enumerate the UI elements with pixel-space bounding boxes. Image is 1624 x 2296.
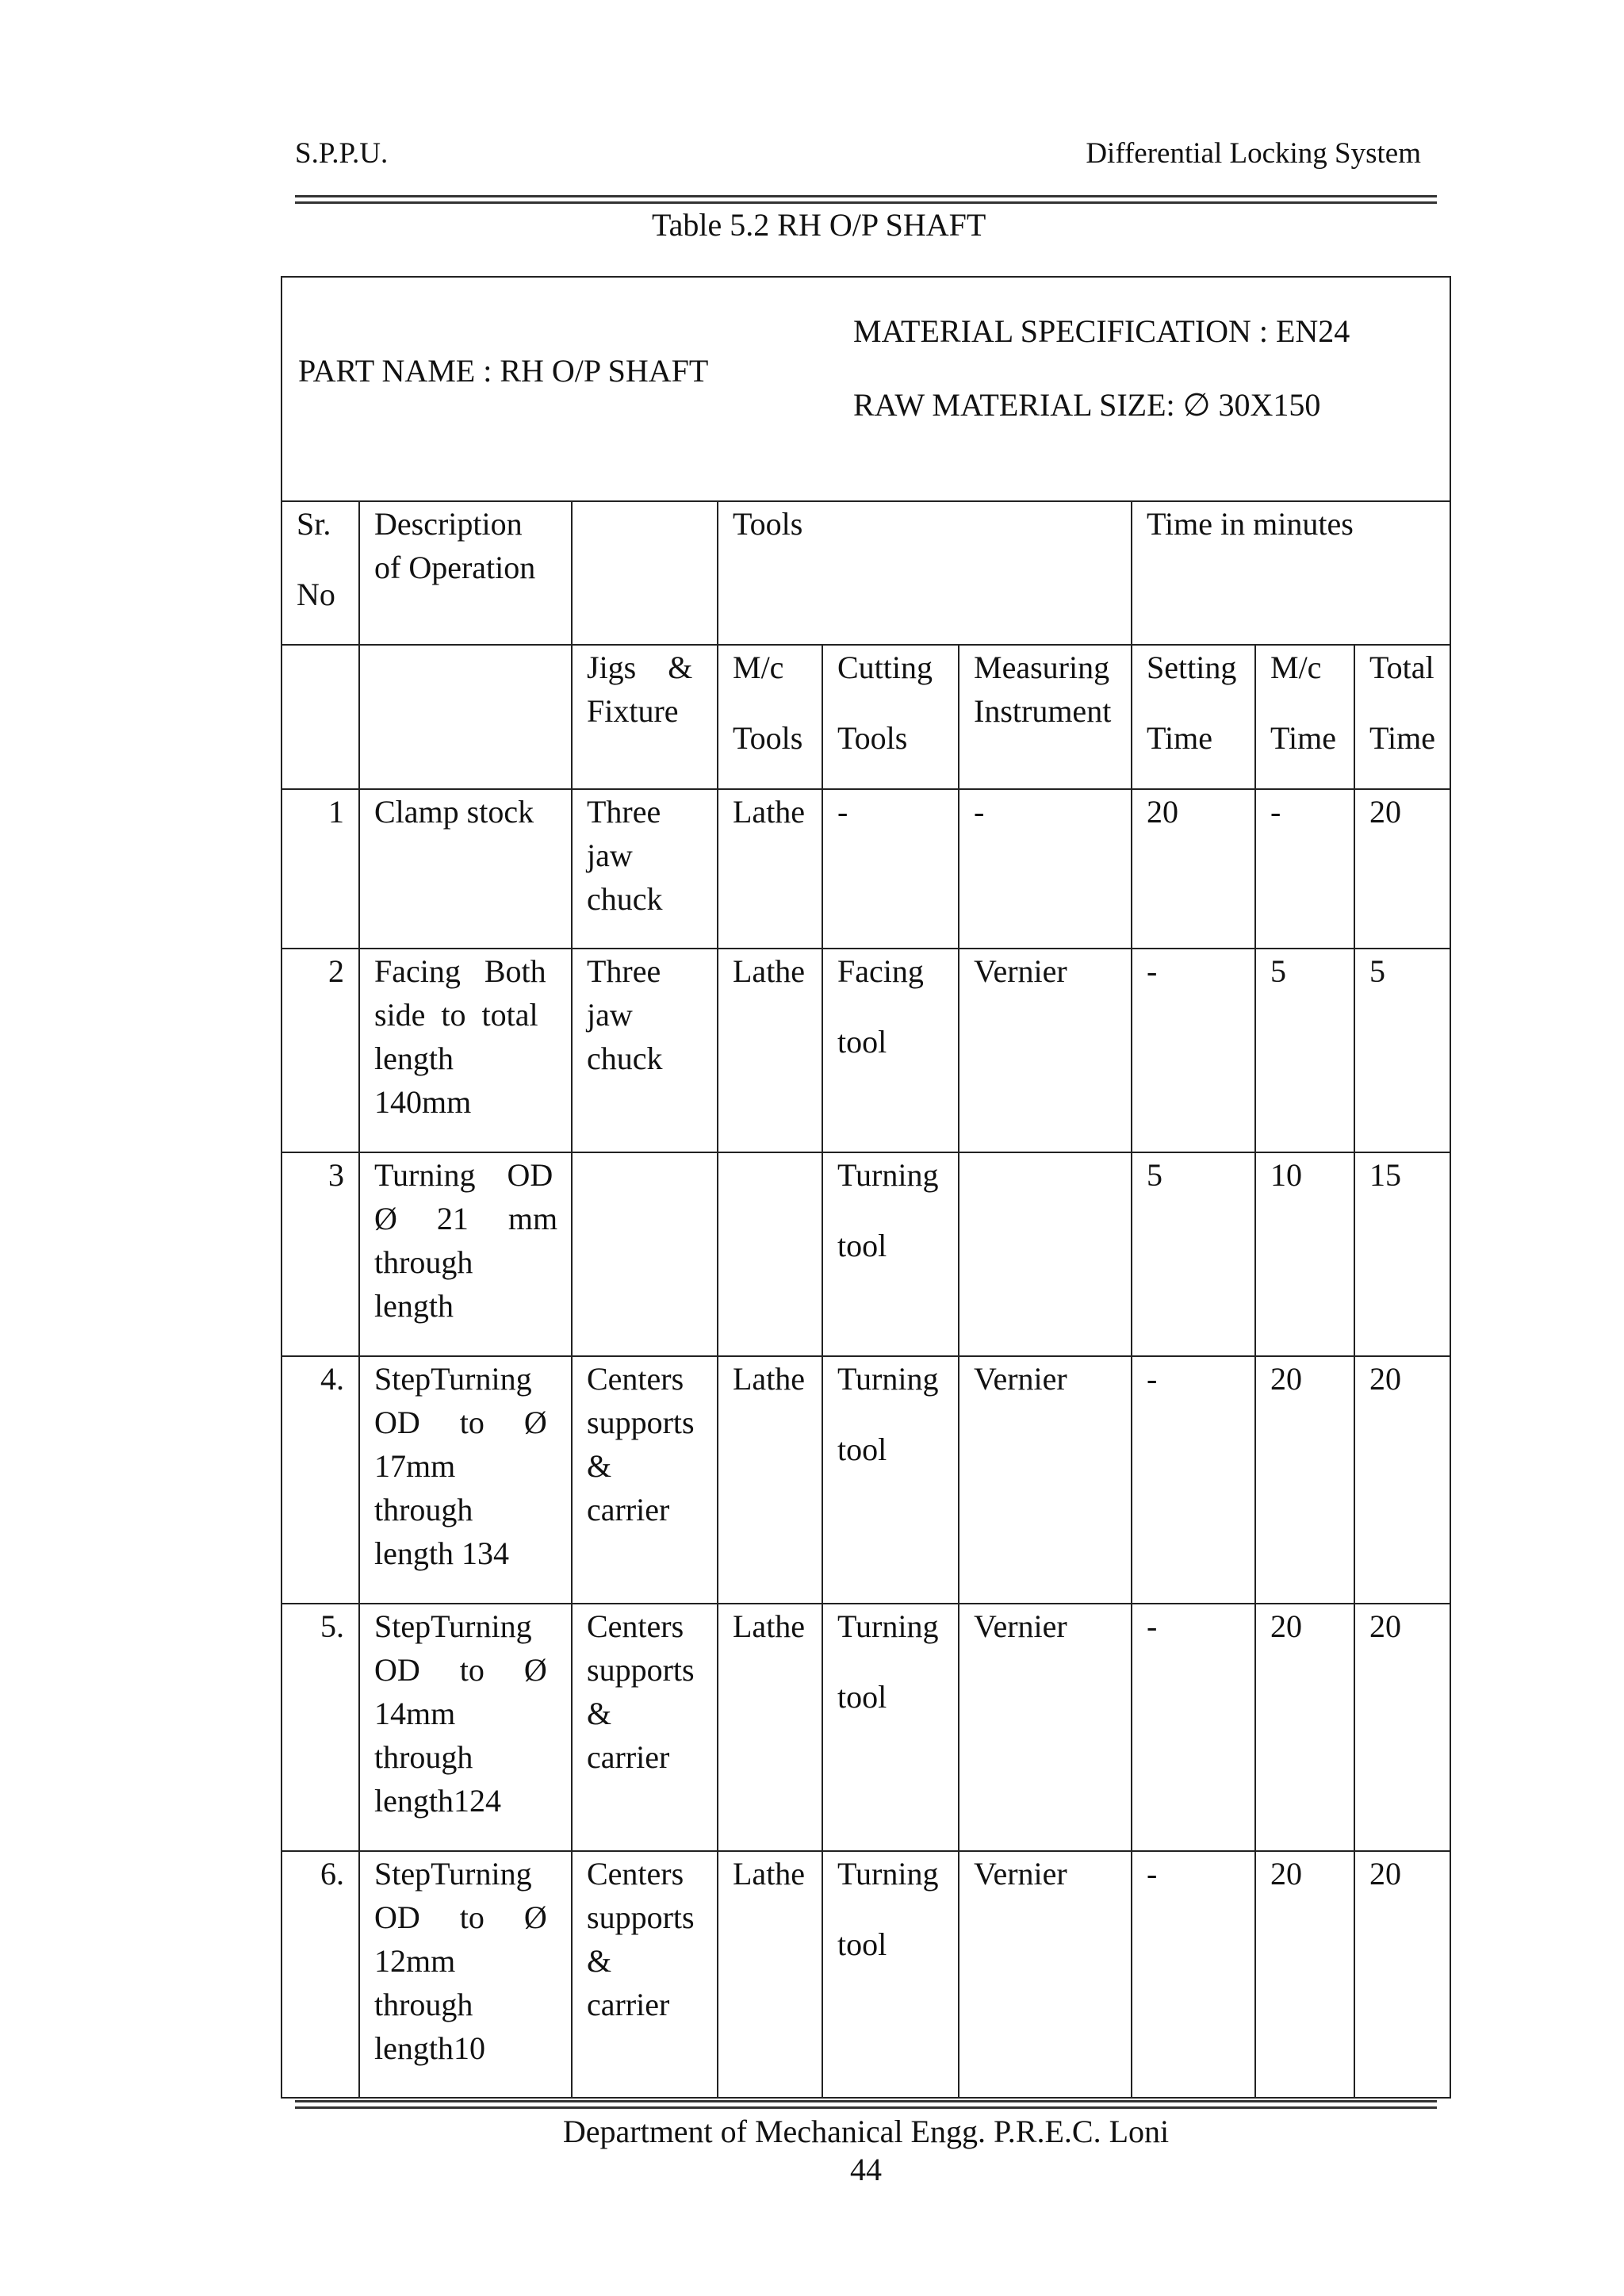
setting-time-cell: - bbox=[1132, 1604, 1255, 1851]
table-row bbox=[282, 949, 1450, 1152]
jigs-fixture-cell: Centers supports & carrier bbox=[572, 1604, 718, 1851]
header-rule bbox=[295, 195, 1437, 197]
setting-time-cell: 20 bbox=[1132, 789, 1255, 949]
sr-no-cell: 6. bbox=[282, 1851, 359, 2098]
jigs-fixture-cell: Three jaw chuck bbox=[572, 789, 718, 949]
sr-no-cell: 2 bbox=[282, 949, 359, 1152]
total-time-cell: 20 bbox=[1354, 789, 1450, 949]
description-cell: StepTurning OD to Ø 12mm through length10 bbox=[359, 1851, 572, 2098]
running-header-right: Differential Locking System bbox=[1086, 137, 1421, 170]
total-time-cell: 20 bbox=[1354, 1851, 1450, 2098]
jigs-fixture-cell bbox=[572, 1152, 718, 1356]
mc-tools-cell: Lathe bbox=[718, 1851, 822, 2098]
description-header: Description of Operation bbox=[359, 501, 572, 645]
cutting-tools-cell: Turning tool bbox=[822, 1851, 959, 2098]
table-row bbox=[282, 789, 1450, 949]
total-time-cell: 15 bbox=[1354, 1152, 1450, 1356]
jigs-fixture-cell: Centers supports & carrier bbox=[572, 1851, 718, 2098]
raw-material-size: RAW MATERIAL SIZE: ∅ 30X150 bbox=[853, 387, 1321, 423]
mc-time-cell: - bbox=[1255, 789, 1354, 949]
total-time-cell: 20 bbox=[1354, 1604, 1450, 1851]
measuring-instrument-header: Measuring Instrument bbox=[959, 645, 1132, 789]
blank-header-cell bbox=[572, 501, 718, 645]
table-row bbox=[282, 1851, 1450, 2098]
header-rule bbox=[295, 201, 1437, 204]
cutting-tools-cell: - bbox=[822, 789, 959, 949]
header-row-1 bbox=[282, 501, 1450, 645]
mc-time-cell: 20 bbox=[1255, 1604, 1354, 1851]
tools-header: Tools bbox=[718, 501, 1132, 645]
setting-time-cell: - bbox=[1132, 1356, 1255, 1604]
mc-tools-cell: Lathe bbox=[718, 1604, 822, 1851]
cutting-tools-cell: Turning tool bbox=[822, 1604, 959, 1851]
description-cell: Facing Both side to total length 140mm bbox=[359, 949, 572, 1152]
measuring-instrument-cell bbox=[959, 1152, 1132, 1356]
table-row bbox=[282, 1356, 1450, 1604]
running-header-left: S.P.P.U. bbox=[295, 137, 389, 170]
measuring-instrument-cell: Vernier bbox=[959, 1851, 1132, 2098]
mc-tools-cell: Lathe bbox=[718, 949, 822, 1152]
cutting-tools-cell: Turning tool bbox=[822, 1152, 959, 1356]
measuring-instrument-cell: Vernier bbox=[959, 1604, 1132, 1851]
mc-time-cell: 20 bbox=[1255, 1356, 1354, 1604]
total-time-cell: 5 bbox=[1354, 949, 1450, 1152]
measuring-instrument-cell: Vernier bbox=[959, 949, 1132, 1152]
info-row bbox=[282, 277, 1450, 501]
description-cell: Clamp stock bbox=[359, 789, 572, 949]
info-cell bbox=[282, 277, 1450, 501]
footer-rule bbox=[295, 2100, 1437, 2102]
cutting-tools-cell: Turning tool bbox=[822, 1356, 959, 1604]
operation-sheet-table bbox=[281, 276, 1450, 2093]
sr-no-cell: 5. bbox=[282, 1604, 359, 1851]
mc-tools-cell: Lathe bbox=[718, 1356, 822, 1604]
part-name: PART NAME : RH O/P SHAFT bbox=[298, 353, 709, 389]
page-number: 44 bbox=[850, 2152, 882, 2187]
table-caption: Table 5.2 RH O/P SHAFT bbox=[652, 207, 986, 243]
mc-tools-header: M/c Tools bbox=[718, 645, 822, 789]
mc-time-header: M/c Time bbox=[1255, 645, 1354, 789]
mc-tools-cell: Lathe bbox=[718, 789, 822, 949]
material-specification: MATERIAL SPECIFICATION : EN24 bbox=[853, 313, 1350, 349]
description-cell: Turning OD Ø 21 mm through length bbox=[359, 1152, 572, 1356]
footer-rule bbox=[295, 2106, 1437, 2109]
total-time-cell: 20 bbox=[1354, 1356, 1450, 1604]
jigs-fixture-cell: Centers supports & carrier bbox=[572, 1356, 718, 1604]
description-cell: StepTurning OD to Ø 17mm through length 134 bbox=[359, 1356, 572, 1604]
time-header: Time in minutes bbox=[1132, 501, 1450, 645]
operation-rows bbox=[282, 789, 1450, 2098]
description-cell: StepTurning OD to Ø 14mm through length124 bbox=[359, 1604, 572, 1851]
mc-time-cell: 10 bbox=[1255, 1152, 1354, 1356]
mc-tools-cell bbox=[718, 1152, 822, 1356]
sr-no-cell: 4. bbox=[282, 1356, 359, 1604]
measuring-instrument-cell: Vernier bbox=[959, 1356, 1132, 1604]
table-row bbox=[282, 1152, 1450, 1356]
blank-header-cell bbox=[282, 645, 359, 789]
mc-time-cell: 5 bbox=[1255, 949, 1354, 1152]
jigs-fixture-cell: Three jaw chuck bbox=[572, 949, 718, 1152]
measuring-instrument-cell: - bbox=[959, 789, 1132, 949]
total-time-header: Total Time bbox=[1354, 645, 1450, 789]
jigs-fixture-header: Jigs & Fixture bbox=[572, 645, 718, 789]
header-row-2 bbox=[282, 645, 1450, 789]
setting-time-header: Setting Time bbox=[1132, 645, 1255, 789]
setting-time-cell: - bbox=[1132, 1851, 1255, 2098]
mc-time-cell: 20 bbox=[1255, 1851, 1354, 2098]
table-row bbox=[282, 1604, 1450, 1851]
cutting-tools-header: Cutting Tools bbox=[822, 645, 959, 789]
sr-no-cell: 1 bbox=[282, 789, 359, 949]
blank-header-cell bbox=[359, 645, 572, 789]
sr-no-cell: 3 bbox=[282, 1152, 359, 1356]
setting-time-cell: 5 bbox=[1132, 1152, 1255, 1356]
setting-time-cell: - bbox=[1132, 949, 1255, 1152]
footer-department: Department of Mechanical Engg. P.R.E.C. Loni bbox=[562, 2114, 1170, 2149]
sr-no-header: Sr. No bbox=[282, 501, 359, 645]
cutting-tools-cell: Facing tool bbox=[822, 949, 959, 1152]
